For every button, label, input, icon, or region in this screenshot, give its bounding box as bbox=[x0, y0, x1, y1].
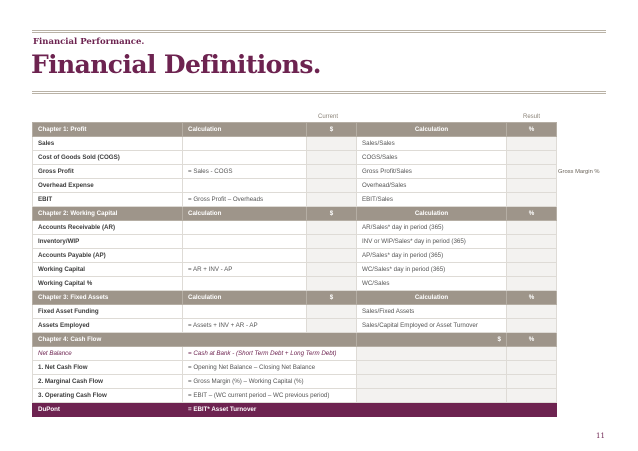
percent-input-cell[interactable] bbox=[507, 375, 557, 389]
calculation-header: Calculation bbox=[183, 123, 307, 137]
calculation-cell bbox=[183, 235, 307, 249]
calculation-cell bbox=[183, 277, 307, 291]
metric-label: Inventory/WIP bbox=[33, 235, 183, 249]
percent-input-cell[interactable] bbox=[507, 137, 557, 151]
percent-header: % bbox=[507, 207, 557, 221]
table-row bbox=[33, 193, 557, 207]
metric-label: 2. Marginal Cash Flow bbox=[33, 375, 183, 389]
table-row bbox=[33, 347, 557, 361]
percent-input-cell[interactable] bbox=[507, 165, 557, 179]
calculation-header: Calculation bbox=[357, 291, 507, 305]
calculation-cell: = EBIT – (WC current period – WC previous period) bbox=[183, 389, 357, 403]
dupont-row bbox=[33, 403, 557, 417]
table-row bbox=[33, 221, 557, 235]
chapter-title: Chapter 2: Working Capital bbox=[33, 207, 183, 221]
table-row bbox=[33, 361, 557, 375]
dollar-input-cell[interactable] bbox=[307, 179, 357, 193]
metric-label: Working Capital bbox=[33, 263, 183, 277]
chapter-header-row bbox=[33, 207, 557, 221]
chapter-header-row bbox=[33, 291, 557, 305]
dollar-input-cell[interactable] bbox=[307, 193, 357, 207]
dollar-input-cell[interactable] bbox=[357, 389, 507, 403]
metric-label: 3. Operating Cash Flow bbox=[33, 389, 183, 403]
dollar-input-cell[interactable] bbox=[357, 361, 507, 375]
percent-input-cell[interactable] bbox=[507, 221, 557, 235]
gross-margin-note: Gross Margin % bbox=[558, 169, 600, 175]
ratio-calculation-cell: Sales/Fixed Assets bbox=[357, 305, 507, 319]
ratio-calculation-cell: Gross Profit/Sales bbox=[357, 165, 507, 179]
ratio-calculation-cell: AP/Sales* day in period (365) bbox=[357, 249, 507, 263]
metric-label: EBIT bbox=[33, 193, 183, 207]
section-eyebrow: Financial Performance. bbox=[33, 37, 145, 47]
dollar-header: $ bbox=[307, 207, 357, 221]
percent-input-cell[interactable] bbox=[507, 305, 557, 319]
ratio-calculation-cell: AR/Sales* day in period (365) bbox=[357, 221, 507, 235]
dupont-label: DuPont bbox=[33, 403, 183, 417]
calculation-cell: = Gross Profit – Overheads bbox=[183, 193, 307, 207]
chapter-header-row bbox=[33, 333, 557, 347]
table-row bbox=[33, 277, 557, 291]
percent-input-cell[interactable] bbox=[507, 249, 557, 263]
page-number: 11 bbox=[596, 432, 605, 440]
ratio-calculation-cell: EBIT/Sales bbox=[357, 193, 507, 207]
table-row bbox=[33, 263, 557, 277]
dupont-dollar-cell[interactable] bbox=[357, 403, 507, 417]
financial-definitions-table bbox=[32, 122, 557, 417]
dupont-formula: = EBIT* Asset Turnover bbox=[183, 403, 357, 417]
table-row bbox=[33, 305, 557, 319]
ratio-calculation-cell: WC/Sales* day in period (365) bbox=[357, 263, 507, 277]
percent-header: % bbox=[507, 123, 557, 137]
percent-input-cell[interactable] bbox=[507, 235, 557, 249]
chapter-header-row bbox=[33, 123, 557, 137]
ratio-calculation-cell: INV or WIP/Sales* day in period (365) bbox=[357, 235, 507, 249]
percent-input-cell[interactable] bbox=[507, 347, 557, 361]
calculation-cell bbox=[183, 151, 307, 165]
calculation-header: Calculation bbox=[183, 291, 307, 305]
dollar-input-cell[interactable] bbox=[307, 151, 357, 165]
dollar-input-cell[interactable] bbox=[307, 137, 357, 151]
metric-label: Fixed Asset Funding bbox=[33, 305, 183, 319]
calculation-cell: = Gross Margin (%) – Working Capital (%) bbox=[183, 375, 357, 389]
title-rule bbox=[32, 91, 606, 94]
metric-label: Overhead Expense bbox=[33, 179, 183, 193]
metric-label: Working Capital % bbox=[33, 277, 183, 291]
percent-input-cell[interactable] bbox=[507, 151, 557, 165]
percent-input-cell[interactable] bbox=[507, 277, 557, 291]
calculation-header: Calculation bbox=[183, 207, 307, 221]
percent-input-cell[interactable] bbox=[507, 179, 557, 193]
dollar-input-cell[interactable] bbox=[307, 235, 357, 249]
ratio-calculation-cell: Sales/Sales bbox=[357, 137, 507, 151]
metric-label: 1. Net Cash Flow bbox=[33, 361, 183, 375]
table-row bbox=[33, 137, 557, 151]
metric-label: Sales bbox=[33, 137, 183, 151]
dollar-input-cell[interactable] bbox=[307, 249, 357, 263]
ratio-calculation-cell: Overhead/Sales bbox=[357, 179, 507, 193]
calculation-cell: = Opening Net Balance – Closing Net Balance bbox=[183, 361, 357, 375]
metric-label: Accounts Receivable (AR) bbox=[33, 221, 183, 235]
percent-header: % bbox=[507, 333, 557, 347]
table-row bbox=[33, 375, 557, 389]
dollar-input-cell[interactable] bbox=[307, 221, 357, 235]
metric-label: Assets Employed bbox=[33, 319, 183, 333]
percent-input-cell[interactable] bbox=[507, 193, 557, 207]
table-row bbox=[33, 151, 557, 165]
dupont-percent-cell[interactable] bbox=[507, 403, 557, 417]
chapter-title: Chapter 1: Profit bbox=[33, 123, 183, 137]
calculation-cell bbox=[183, 137, 307, 151]
table-row bbox=[33, 235, 557, 249]
metric-label: Cost of Goods Sold (COGS) bbox=[33, 151, 183, 165]
percent-input-cell[interactable] bbox=[507, 319, 557, 333]
calculation-cell: = Sales - COGS bbox=[183, 165, 307, 179]
dollar-input-cell[interactable] bbox=[357, 347, 507, 361]
calculation-cell: = AR + INV - AP bbox=[183, 263, 307, 277]
dollar-header: $ bbox=[307, 291, 357, 305]
calculation-cell: = Cash at Bank - (Short Term Debt + Long Term Debt) bbox=[183, 347, 357, 361]
current-column-note: Current bbox=[318, 114, 339, 120]
dollar-header: $ bbox=[357, 333, 507, 347]
chapter-title: Chapter 4: Cash Flow bbox=[33, 333, 357, 347]
calculation-cell: = Assets + INV + AR - AP bbox=[183, 319, 307, 333]
table-row bbox=[33, 249, 557, 263]
dollar-input-cell[interactable] bbox=[357, 375, 507, 389]
calculation-cell bbox=[183, 249, 307, 263]
dollar-input-cell[interactable] bbox=[307, 263, 357, 277]
calculation-header: Calculation bbox=[357, 207, 507, 221]
table-row bbox=[33, 319, 557, 333]
metric-label: Net Balance bbox=[33, 347, 183, 361]
calculation-header: Calculation bbox=[357, 123, 507, 137]
dollar-input-cell[interactable] bbox=[307, 277, 357, 291]
top-rule bbox=[32, 30, 606, 33]
calculation-cell bbox=[183, 221, 307, 235]
ratio-calculation-cell: WC/Sales bbox=[357, 277, 507, 291]
ratio-calculation-cell: Sales/Capital Employed or Asset Turnover bbox=[357, 319, 507, 333]
percent-header: % bbox=[507, 291, 557, 305]
percent-input-cell[interactable] bbox=[507, 263, 557, 277]
metric-label: Gross Profit bbox=[33, 165, 183, 179]
ratio-calculation-cell: COGS/Sales bbox=[357, 151, 507, 165]
chapter-title: Chapter 3: Fixed Assets bbox=[33, 291, 183, 305]
result-column-note: Result bbox=[523, 114, 541, 120]
table-row bbox=[33, 389, 557, 403]
percent-input-cell[interactable] bbox=[507, 389, 557, 403]
metric-label: Accounts Payable (AP) bbox=[33, 249, 183, 263]
calculation-cell bbox=[183, 305, 307, 319]
percent-input-cell[interactable] bbox=[507, 361, 557, 375]
calculation-cell bbox=[183, 179, 307, 193]
table-row bbox=[33, 165, 557, 179]
dollar-header: $ bbox=[307, 123, 357, 137]
page-title: Financial Definitions. bbox=[31, 50, 321, 79]
table-row bbox=[33, 179, 557, 193]
dollar-input-cell[interactable] bbox=[307, 319, 357, 333]
dollar-input-cell[interactable] bbox=[307, 305, 357, 319]
dollar-input-cell[interactable] bbox=[307, 165, 357, 179]
